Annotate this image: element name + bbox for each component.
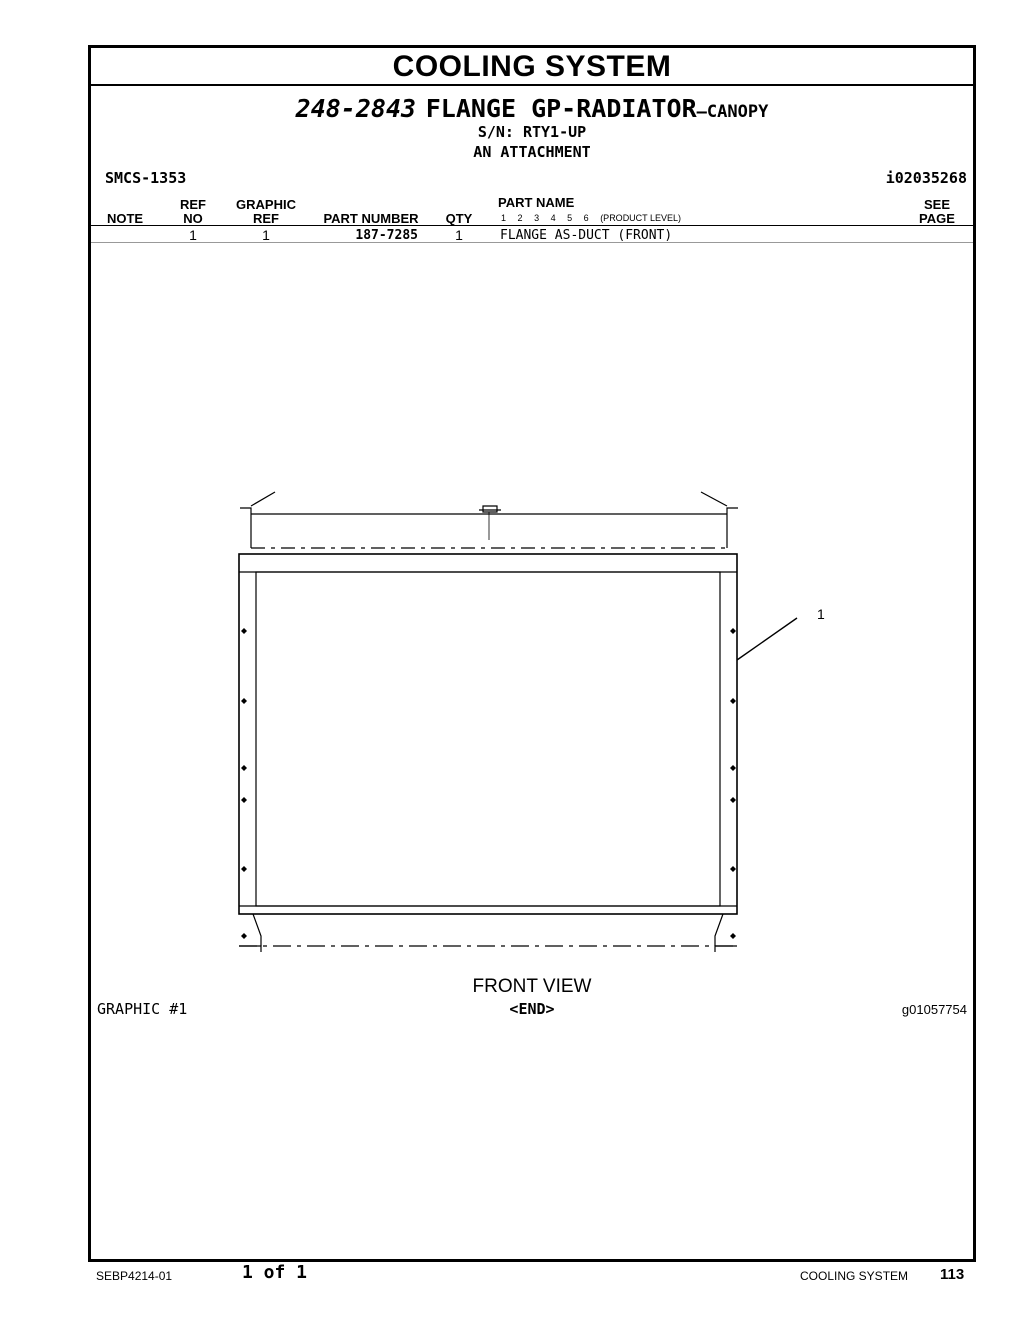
group-suffix: CANOPY — [706, 102, 769, 122]
section-title: COOLING SYSTEM — [91, 48, 973, 86]
header-part-number: PART NUMBER — [323, 211, 419, 226]
document-id: SEBP4214-01 — [96, 1269, 173, 1283]
level-3: 3 — [534, 213, 540, 223]
flange-front-view-drawing — [231, 488, 851, 958]
row-qty: 1 — [455, 227, 463, 243]
smcs-code: SMCS-1353 — [105, 169, 187, 187]
header-rule — [91, 225, 973, 226]
group-name: FLANGE GP-RADIATOR — [425, 94, 697, 123]
page-of: 1 of 1 — [242, 1262, 308, 1283]
header-graphic-ref-top: GRAPHIC — [236, 197, 296, 212]
view-label: FRONT VIEW — [472, 976, 592, 997]
callout-number: 1 — [817, 606, 825, 622]
page-number: 113 — [940, 1266, 965, 1283]
product-level-label: (PRODUCT LEVEL) — [600, 213, 682, 223]
header-qty: QTY — [445, 211, 473, 226]
level-1: 1 — [501, 213, 507, 223]
row-rule — [91, 242, 973, 243]
bolt-holes — [241, 628, 736, 939]
serial-number: S/N: RTY1-UP — [477, 123, 587, 141]
group-dash: — — [696, 102, 707, 122]
header-see-page-top: SEE — [923, 197, 950, 212]
header-part-name: PART NAME — [498, 195, 575, 210]
callout-leader — [737, 618, 797, 660]
header-see-page-bottom: PAGE — [919, 211, 955, 226]
row-part-number: 187-7285 — [355, 228, 418, 243]
graphic-label: GRAPHIC #1 — [97, 1000, 188, 1018]
row-graphic-ref: 1 — [262, 227, 270, 243]
graphic-id: g01057754 — [901, 1002, 967, 1017]
group-heading — [91, 94, 973, 123]
level-2: 2 — [517, 213, 523, 223]
group-number: 248-2843 — [295, 94, 417, 123]
header-ref-no-top: REF — [180, 197, 206, 212]
inner-opening — [256, 572, 720, 906]
product-levels — [501, 213, 690, 223]
footer-section: COOLING SYSTEM — [800, 1269, 909, 1283]
info-id: i02035268 — [885, 169, 967, 187]
group-type: AN ATTACHMENT — [473, 143, 591, 161]
header-note: NOTE — [106, 211, 144, 226]
page-frame — [88, 45, 976, 1262]
row-part-name: FLANGE AS-DUCT (FRONT) — [500, 228, 673, 243]
level-6: 6 — [583, 213, 589, 223]
row-ref-no: 1 — [189, 227, 197, 243]
level-4: 4 — [550, 213, 556, 223]
header-graphic-ref-bottom: REF — [253, 211, 279, 226]
level-5: 5 — [567, 213, 573, 223]
end-marker: <END> — [509, 1000, 555, 1018]
outer-frame — [239, 554, 737, 914]
header-ref-no-bottom: NO — [183, 211, 203, 226]
